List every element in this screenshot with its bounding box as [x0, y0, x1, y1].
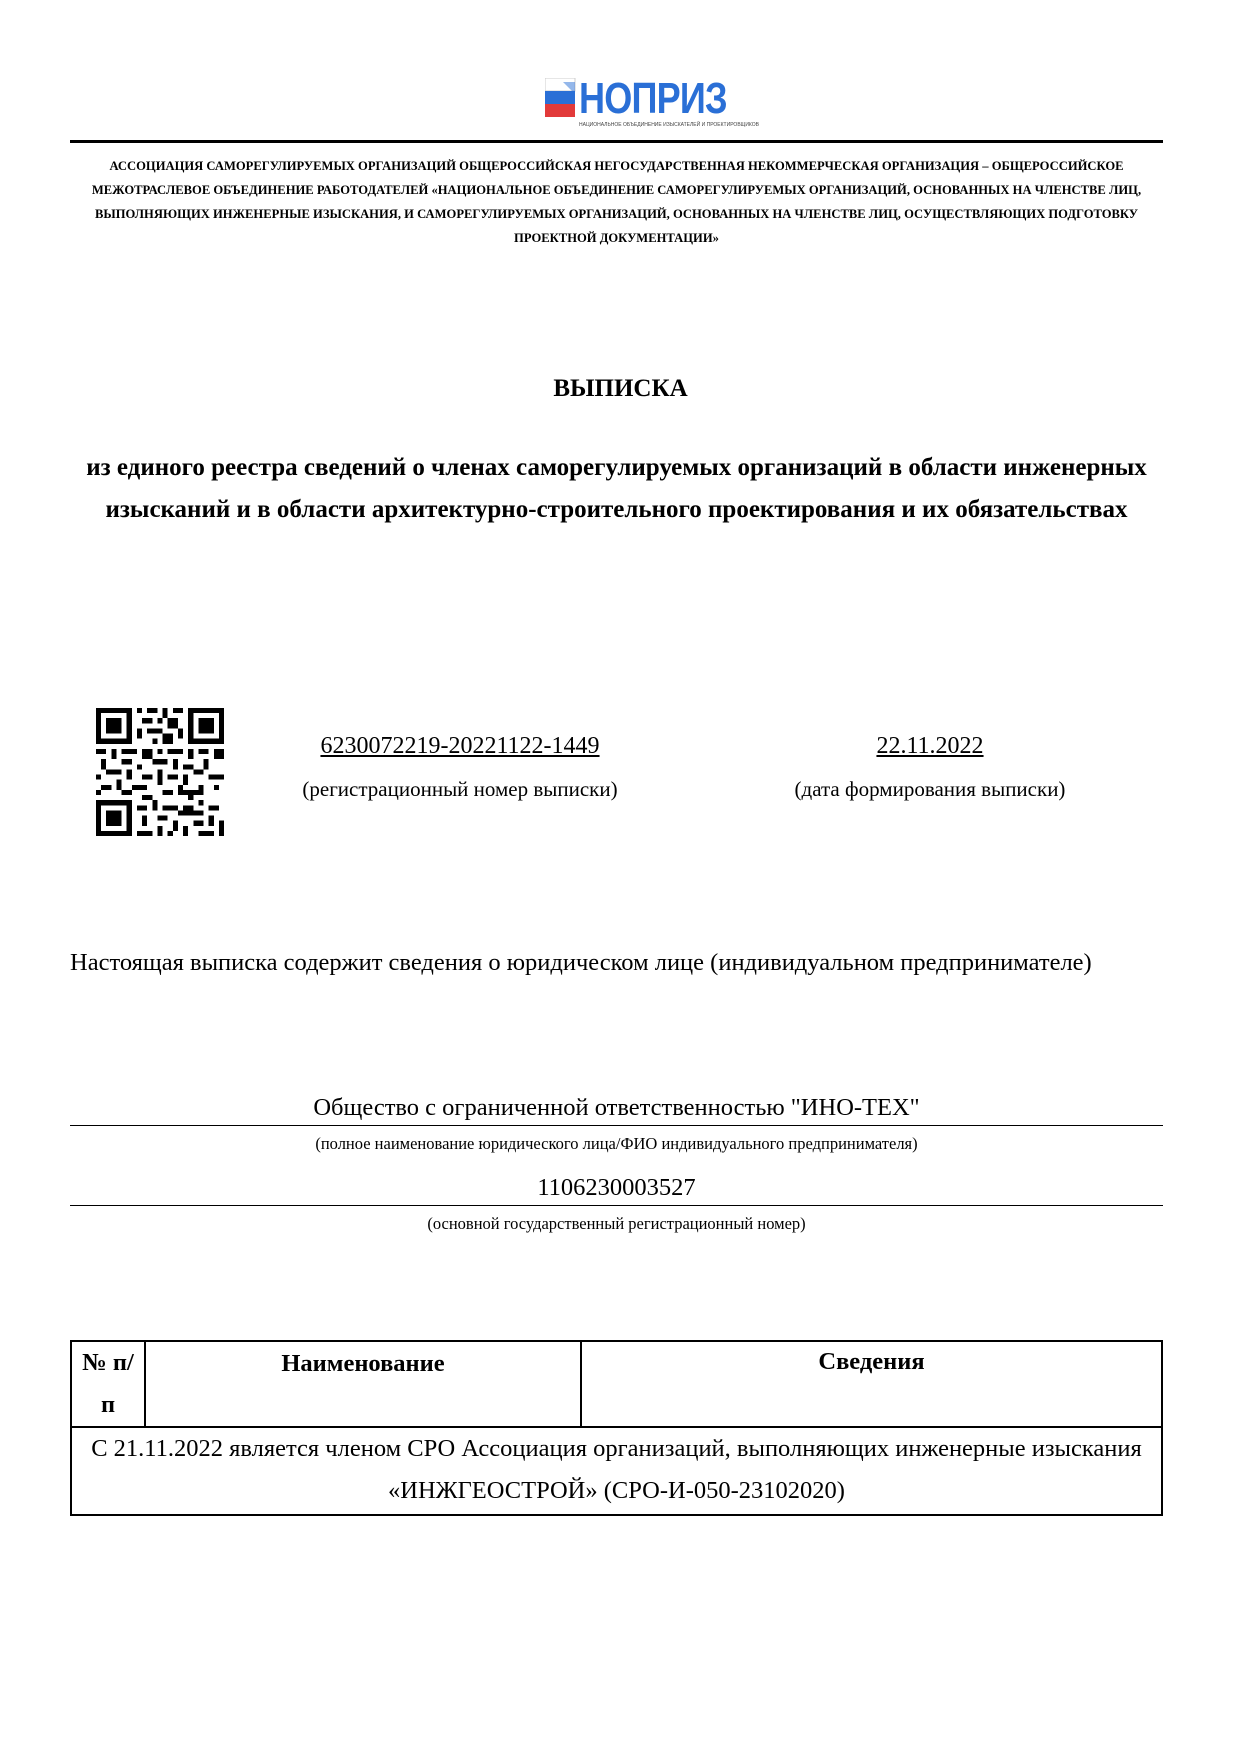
- registration-number-block: [270, 730, 650, 802]
- document-title: ВЫПИСКА: [553, 375, 688, 402]
- document-subtitle: из единого реестра сведений о членах саморегулируемых организаций в области инженерных изысканий и в области архитектурно-строительного проектирования и их обязательствах: [86, 454, 1147, 523]
- logo-tagline: НАЦИОНАЛЬНОЕ ОБЪЕДИНЕНИЕ ИЗЫСКАТЕЛЕЙ И ПРОЕКТИРОВЩИКОВ: [579, 122, 760, 128]
- column-header-number: № п/п: [71, 1341, 145, 1427]
- column-header-info: Сведения: [581, 1341, 1162, 1427]
- registration-number: 6230072219-20221122-1449: [320, 733, 600, 759]
- table-row: [71, 1427, 1162, 1515]
- entity-name-underline: [70, 1125, 1163, 1126]
- entity-name: Общество с ограниченной ответственностью "ИНО-ТЕХ": [313, 1094, 920, 1121]
- table-header-row: [71, 1341, 1162, 1427]
- ogrn-caption: (основной государственный регистрационный номер): [427, 1214, 806, 1233]
- intro-paragraph: Настоящая выписка содержит сведения о юридическом лице (индивидуальном предпринимателе): [70, 949, 1092, 976]
- membership-table: [70, 1340, 1163, 1516]
- logo-wordmark: НОПРИЗ: [579, 74, 727, 123]
- ogrn-underline: [70, 1205, 1163, 1206]
- organization-header: АССОЦИАЦИЯ САМОРЕГУЛИРУЕМЫХ ОРГАНИЗАЦИЙ ОБЩЕРОССИЙСКАЯ НЕГОСУДАРСТВЕННАЯ НЕКОММЕРЧЕСКАЯ ОРГАНИЗАЦИЯ – ОБЩЕРОССИЙСКОЕ МЕЖОТРАСЛЕВОЕ ОБЪЕДИНЕНИЕ РАБОТОДАТЕЛЕЙ «НАЦИОНАЛЬНОЕ ОБЪЕДИНЕНИЕ САМОРЕГУЛИРУЕМЫХ ОРГАНИЗАЦИЙ, ОСНОВАННЫХ НА ЧЛЕНСТВЕ ЛИЦ, ВЫПОЛНЯЮЩИХ ИНЖЕНЕРНЫЕ ИЗЫСКАНИЯ, И САМОРЕГУЛИРУЕМЫХ ОРГАНИЗАЦИЙ, ОСНОВАННЫХ НА ЧЛЕНСТВЕ ЛИЦ, ОСУЩЕСТВЛЯЮЩИХ ПОДГОТОВКУ ПРОЕКТНОЙ ДОКУМЕНТАЦИИ»: [91, 159, 1142, 245]
- logo-flag-icon: [545, 78, 579, 122]
- ogrn-field: [70, 1172, 1163, 1235]
- formation-date-caption: (дата формирования выписки): [794, 777, 1066, 801]
- entity-name-caption: (полное наименование юридического лица/ФИО индивидуального предпринимателя): [315, 1134, 918, 1153]
- formation-date-block: [740, 730, 1120, 802]
- qr-code-icon: [96, 708, 224, 836]
- nopriz-logo: [545, 74, 760, 128]
- ogrn-value: 1106230003527: [537, 1174, 696, 1201]
- membership-statement: С 21.11.2022 является членом СРО Ассоциация организаций, выполняющих инженерные изыскания «ИНЖГЕОСТРОЙ» (СРО-И-050-23102020): [71, 1427, 1162, 1515]
- header-divider: [70, 140, 1163, 143]
- formation-date: 22.11.2022: [876, 733, 984, 759]
- registration-number-caption: (регистрационный номер выписки): [302, 777, 618, 801]
- entity-name-field: [70, 1092, 1163, 1155]
- column-header-name: Наименование: [145, 1341, 581, 1427]
